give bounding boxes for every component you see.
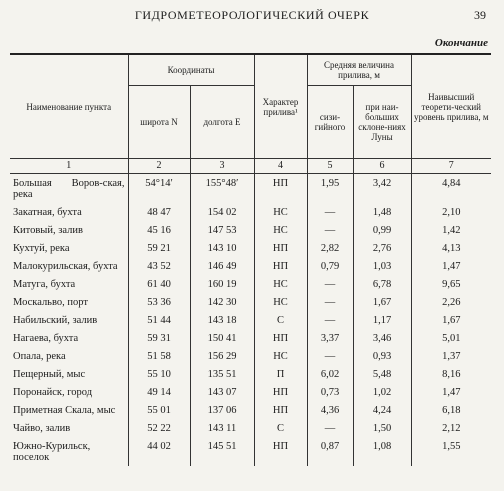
- table-row: [10, 311, 491, 329]
- cell-moon-range: 6,78: [353, 275, 411, 293]
- cell-max-level: 1,37: [411, 347, 491, 365]
- cell-place-name: Набильский, залив: [10, 311, 128, 329]
- cell-longitude: 146 49: [190, 257, 254, 275]
- cell-moon-range: 5,48: [353, 365, 411, 383]
- cell-max-level: 2,12: [411, 419, 491, 437]
- cell-place-name: Матуга, бухта: [10, 275, 128, 293]
- cell-place-name: Китовый, залив: [10, 221, 128, 239]
- cell-max-level: 4,84: [411, 174, 491, 204]
- cell-tide-type: НС: [254, 293, 307, 311]
- cell-longitude: 143 11: [190, 419, 254, 437]
- cell-tide-type: НС: [254, 221, 307, 239]
- cell-moon-range: 3,46: [353, 329, 411, 347]
- cell-max-level: 1,67: [411, 311, 491, 329]
- cell-max-level: 8,16: [411, 365, 491, 383]
- cell-longitude: 154 02: [190, 203, 254, 221]
- cell-tide-type: НС: [254, 347, 307, 365]
- cell-latitude: 54°14′: [128, 174, 190, 204]
- cell-latitude: 59 21: [128, 239, 190, 257]
- header-character: Характер прилива¹: [254, 54, 307, 159]
- cell-latitude: 51 44: [128, 311, 190, 329]
- cell-syzygy-range: 4,36: [307, 401, 353, 419]
- cell-latitude: 53 36: [128, 293, 190, 311]
- cell-place-name: Чайво, залив: [10, 419, 128, 437]
- header-name: Наименование пункта: [10, 54, 128, 159]
- cell-syzygy-range: —: [307, 221, 353, 239]
- cell-longitude: 143 07: [190, 383, 254, 401]
- cell-syzygy-range: 2,82: [307, 239, 353, 257]
- column-number: 7: [411, 159, 491, 174]
- header-moon-declination: при наи-больших склоне-ниях Луны: [353, 86, 411, 159]
- cell-longitude: 137 06: [190, 401, 254, 419]
- cell-syzygy-range: —: [307, 275, 353, 293]
- cell-syzygy-range: —: [307, 347, 353, 365]
- cell-latitude: 55 10: [128, 365, 190, 383]
- table-row: [10, 347, 491, 365]
- cell-tide-type: НС: [254, 203, 307, 221]
- cell-max-level: 5,01: [411, 329, 491, 347]
- column-number: 1: [10, 159, 128, 174]
- cell-tide-type: НП: [254, 239, 307, 257]
- cell-syzygy-range: —: [307, 293, 353, 311]
- cell-tide-type: НП: [254, 437, 307, 466]
- cell-latitude: 48 47: [128, 203, 190, 221]
- cell-max-level: 2,26: [411, 293, 491, 311]
- cell-longitude: 150 41: [190, 329, 254, 347]
- cell-longitude: 143 10: [190, 239, 254, 257]
- column-number: 3: [190, 159, 254, 174]
- cell-latitude: 45 16: [128, 221, 190, 239]
- cell-tide-type: НП: [254, 329, 307, 347]
- table-row: [10, 275, 491, 293]
- cell-moon-range: 0,99: [353, 221, 411, 239]
- cell-max-level: 6,18: [411, 401, 491, 419]
- tide-table: [10, 53, 491, 466]
- cell-place-name: Поронайск, город: [10, 383, 128, 401]
- cell-latitude: 52 22: [128, 419, 190, 437]
- cell-syzygy-range: 6,02: [307, 365, 353, 383]
- cell-tide-type: С: [254, 419, 307, 437]
- cell-place-name: Малокурильская, бухта: [10, 257, 128, 275]
- cell-latitude: 49 14: [128, 383, 190, 401]
- cell-syzygy-range: —: [307, 203, 353, 221]
- table-row: [10, 365, 491, 383]
- cell-place-name: Большая Воров-ская, река: [10, 174, 128, 204]
- page-number: 39: [474, 8, 486, 22]
- cell-moon-range: 1,48: [353, 203, 411, 221]
- cell-max-level: 9,65: [411, 275, 491, 293]
- column-number: 2: [128, 159, 190, 174]
- cell-moon-range: 1,67: [353, 293, 411, 311]
- cell-place-name: Москальво, порт: [10, 293, 128, 311]
- cell-place-name: Пещерный, мыс: [10, 365, 128, 383]
- cell-tide-type: НП: [254, 174, 307, 204]
- column-number: 4: [254, 159, 307, 174]
- cell-moon-range: 1,17: [353, 311, 411, 329]
- cell-place-name: Нагаева, бухта: [10, 329, 128, 347]
- cell-longitude: 145 51: [190, 437, 254, 466]
- table-row: [10, 257, 491, 275]
- cell-moon-range: 0,93: [353, 347, 411, 365]
- page-title: ГИДРОМЕТЕОРОЛОГИЧЕСКИЙ ОЧЕРК: [134, 8, 370, 22]
- continuation-label: Окончание: [434, 37, 488, 49]
- cell-moon-range: 4,24: [353, 401, 411, 419]
- cell-syzygy-range: —: [307, 419, 353, 437]
- table-row: [10, 437, 491, 466]
- cell-longitude: 135 51: [190, 365, 254, 383]
- header-syzygy: сизи-гийного: [307, 86, 353, 159]
- column-number: 6: [353, 159, 411, 174]
- table-row: [10, 174, 491, 204]
- cell-latitude: 61 40: [128, 275, 190, 293]
- cell-latitude: 59 31: [128, 329, 190, 347]
- cell-syzygy-range: 3,37: [307, 329, 353, 347]
- cell-place-name: Опала, река: [10, 347, 128, 365]
- cell-latitude: 51 58: [128, 347, 190, 365]
- cell-moon-range: 1,50: [353, 419, 411, 437]
- cell-latitude: 44 02: [128, 437, 190, 466]
- cell-moon-range: 1,08: [353, 437, 411, 466]
- cell-tide-type: НС: [254, 275, 307, 293]
- column-number: 5: [307, 159, 353, 174]
- cell-max-level: 1,47: [411, 257, 491, 275]
- header-longitude: долгота E: [190, 86, 254, 159]
- table-row: [10, 221, 491, 239]
- table-row: [10, 239, 491, 257]
- cell-latitude: 43 52: [128, 257, 190, 275]
- cell-max-level: 1,42: [411, 221, 491, 239]
- cell-place-name: Приметная Скала, мыс: [10, 401, 128, 419]
- header-mean-range: Средняя величина прилива, м: [307, 54, 411, 86]
- cell-longitude: 156 29: [190, 347, 254, 365]
- cell-longitude: 160 19: [190, 275, 254, 293]
- cell-place-name: Южно-Курильск, поселок: [10, 437, 128, 466]
- cell-longitude: 147 53: [190, 221, 254, 239]
- cell-syzygy-range: 0,87: [307, 437, 353, 466]
- cell-latitude: 55 01: [128, 401, 190, 419]
- table-row: [10, 203, 491, 221]
- table-row: [10, 293, 491, 311]
- table-row: [10, 401, 491, 419]
- cell-syzygy-range: 1,95: [307, 174, 353, 204]
- cell-tide-type: П: [254, 365, 307, 383]
- cell-max-level: 1,47: [411, 383, 491, 401]
- table-row: [10, 383, 491, 401]
- cell-moon-range: 2,76: [353, 239, 411, 257]
- cell-place-name: Закатная, бухта: [10, 203, 128, 221]
- header-max-theoretical: Наивысший теорети-ческий уровень прилива, м: [411, 54, 491, 159]
- table-row: [10, 419, 491, 437]
- table-row: [10, 329, 491, 347]
- cell-longitude: 155°48′: [190, 174, 254, 204]
- cell-syzygy-range: 0,73: [307, 383, 353, 401]
- cell-place-name: Кухтуй, река: [10, 239, 128, 257]
- cell-tide-type: НП: [254, 257, 307, 275]
- cell-longitude: 142 30: [190, 293, 254, 311]
- cell-moon-range: 1,03: [353, 257, 411, 275]
- cell-tide-type: С: [254, 311, 307, 329]
- cell-syzygy-range: —: [307, 311, 353, 329]
- cell-max-level: 1,55: [411, 437, 491, 466]
- header-coordinates: Координаты: [128, 54, 254, 86]
- cell-tide-type: НП: [254, 383, 307, 401]
- cell-max-level: 4,13: [411, 239, 491, 257]
- cell-syzygy-range: 0,79: [307, 257, 353, 275]
- cell-tide-type: НП: [254, 401, 307, 419]
- cell-longitude: 143 18: [190, 311, 254, 329]
- cell-max-level: 2,10: [411, 203, 491, 221]
- cell-moon-range: 3,42: [353, 174, 411, 204]
- cell-moon-range: 1,02: [353, 383, 411, 401]
- header-latitude: широта N: [128, 86, 190, 159]
